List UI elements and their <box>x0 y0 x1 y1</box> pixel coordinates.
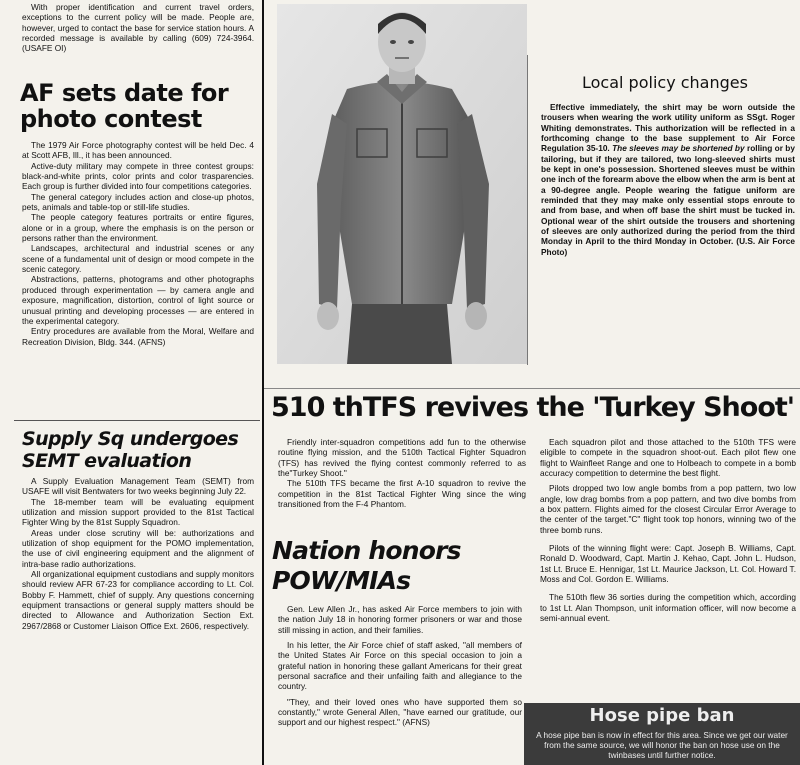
pow-headline: Nation honors POW/MIAs <box>272 536 461 595</box>
policy-headline: Local policy changes <box>582 73 748 92</box>
semt-headline: Supply Sq undergoes SEMT evaluation <box>22 428 239 472</box>
hose-headline: Hose pipe ban <box>589 705 735 726</box>
turkey-shoot-col1 <box>278 437 526 509</box>
turkey-shoot-col2 <box>540 437 796 624</box>
photo-contest-headline: AF sets date for photo contest <box>20 79 229 133</box>
column-rule-top <box>264 388 800 389</box>
pow-body <box>278 604 522 728</box>
photo-contest-body <box>22 140 254 347</box>
hose-text: A hose pipe ban is now in effect for this area. Since we get our water from the same source, we will honor the ban on hose use on the twinbases until further notice. <box>536 730 788 760</box>
paragraph: Active-duty military may compete in three contest groups: black-and-white prints, color prints and color trasparencies. Each group is further divided into four competitions categories. <box>22 160 254 192</box>
uniform-photo <box>277 4 527 364</box>
paragraph: In his letter, the Air Force chief of staff asked, "all members of the United States Air Force on this special occasion to join a grateful nation in honoring these gallant Americans for their great personal sacrafice and their unfailing faith and allegiance to the country. <box>278 640 522 692</box>
column-rule-policy-left <box>527 55 528 365</box>
paragraph: Abstractions, patterns, photograms and other photographs produced through experimentation — by camera angle and exposure, magnification, distortion, control of light source or unusual printing and developing processes — are entered in the experimental category. <box>22 274 254 326</box>
paragraph: The 18-member team will be evaluating equipment utilization and mission support provided to the 81st Tactical Fighter Wing by the 81st Supply Squadron. <box>22 496 254 528</box>
column-rule-left <box>262 0 264 765</box>
paragraph: Pilots of the winning flight were: Capt. Joseph B. Williams, Capt. Ronald D. Woodward, Capt. Martin J. Kehao, Capt. John L. Hudson, 1st Lt. Bruce E. Hennigar, 1st Lt. Maurice Jackson, Lt. Col. Howard T. Moss and Col. Gordon E. Williams. <box>540 543 796 585</box>
hose-pipe-ban-box <box>524 703 800 765</box>
paragraph: Each squadron pilot and those attached to the 510th TFS were eligible to compete in the squadron shoot-out. Each pilot flew one flight to Wainfleet Range and one to Holbeach to compete in a bomb accuracy competition to determine the best flight. <box>540 437 796 479</box>
turkey-shoot-headline: 510 thTFS revives the 'Turkey Shoot' <box>271 392 795 423</box>
paragraph: The 510th TFS became the first A-10 squadron to revive the competition in the 81st Tactical Fighter Wing since the wing transitioned from the F-4 Phantom. <box>278 478 526 510</box>
paragraph: Pilots dropped two low angle bombs from a pop pattern, two low angle, low drag bombs from a pop pattern, and two dive bombs from a box pattern. Flights aimed for the closest Circular Error Average to the center of the target."C" flight took top honors, winning two of the three bomb runs. <box>540 483 796 535</box>
policy-caption: Effective immediately, the shirt may be worn outside the trousers when wearing the work utility uniform as SSgt. Roger Whiting demonstrates. This authorization will be reflected in a forthcoming change to the base supplement to Air Force Regulation 35-10. The sleeves may be shortened by rolling or by tailoring, but if they are tailored, two long-sleeved shirts must be kept in one's possession. Shortened sleeves must be within one inch of the forearm above the elbow when the arm is bent at a 90-degree angle. People wearing the fatigue uniform are reminded that they may make only essential stops enroute to and from base, and when off base the shirt must be tucked in. Optional wear of the shirt outside the trousers and shortening of sleeves are only authorized during the period from the third Monday in April to the third Monday in October. (U.S. Air Force Photo) <box>541 102 795 257</box>
paragraph: A Supply Evaluation Management Team (SEMT) from USAFE will visit Bentwaters for two weeks beginning July 22. <box>22 476 254 497</box>
paragraph: The people category features portraits or entire figures, alone or in a group, where the emphasis is on the person or persons rather than the environment. <box>22 212 254 244</box>
paragraph: The general category includes action and close-up photos, pets, animals and table-top or still-life studies. <box>22 191 254 213</box>
section-divider-semt <box>14 420 260 421</box>
paragraph: Entry procedures are available from the Moral, Welfare and Recreation Division, Bldg. 344. (AFNS) <box>22 326 254 347</box>
semt-body <box>22 476 254 631</box>
paragraph: The 510th flew 36 sorties during the competition which, according to 1st Lt. Alan Thompson, unit information officer, will now become a semi-annual event. <box>540 592 796 624</box>
paragraph: Areas under close scrutiny will be: authorizations and utilization of shop equipment for the POMO implementation, the use of civil engineering equipment and the alignment of intra-base radio authorizations. <box>22 527 254 569</box>
paragraph: Friendly inter-squadron competitions add fun to the otherwise routine flying mission, and the 510th Tactical Fighter Squadron (TFS) has revived the flying contest commonly referred to as the"Turkey Shoot." <box>278 437 526 479</box>
continued-article-text: With proper identification and current travel orders, exceptions to the current policy will be made. People are, however, urged to contact the base for service station hours. A recorded message is available by calling (609) 724-3964. (USAFE OI) <box>22 2 254 54</box>
airman-photo-image <box>277 4 527 364</box>
paragraph: Landscapes, architectural and industrial scenes or any scene of a fundamental unit of design or mood compete in the scenic category. <box>22 243 254 275</box>
paragraph: All organizational equipment custodians and supply monitors should review AFR 67-23 for compliance according to Lt. Col. Bobby F. Hammett, chief of supply. Any questions concerning equipment transactions or general supply matters should be directed to Allowance and Authorization Section Ext. 2967/2868 or Customer Liaison Office Ext. 2606, respectively. <box>22 569 254 631</box>
paragraph: "They, and their loved ones who have supported them so constantly," wrote General Allen, "have earned our gratitude, our support and our highest respect." (AFNS) <box>278 696 522 728</box>
paragraph: Gen. Lew Allen Jr., has asked Air Force members to join with the nation July 18 in honoring former prisoners or war and those still missing in action, and their families. <box>278 604 522 635</box>
paragraph: The 1979 Air Force photography contest will be held Dec. 4 at Scott AFB, Ill., it has been announced. <box>22 140 254 161</box>
